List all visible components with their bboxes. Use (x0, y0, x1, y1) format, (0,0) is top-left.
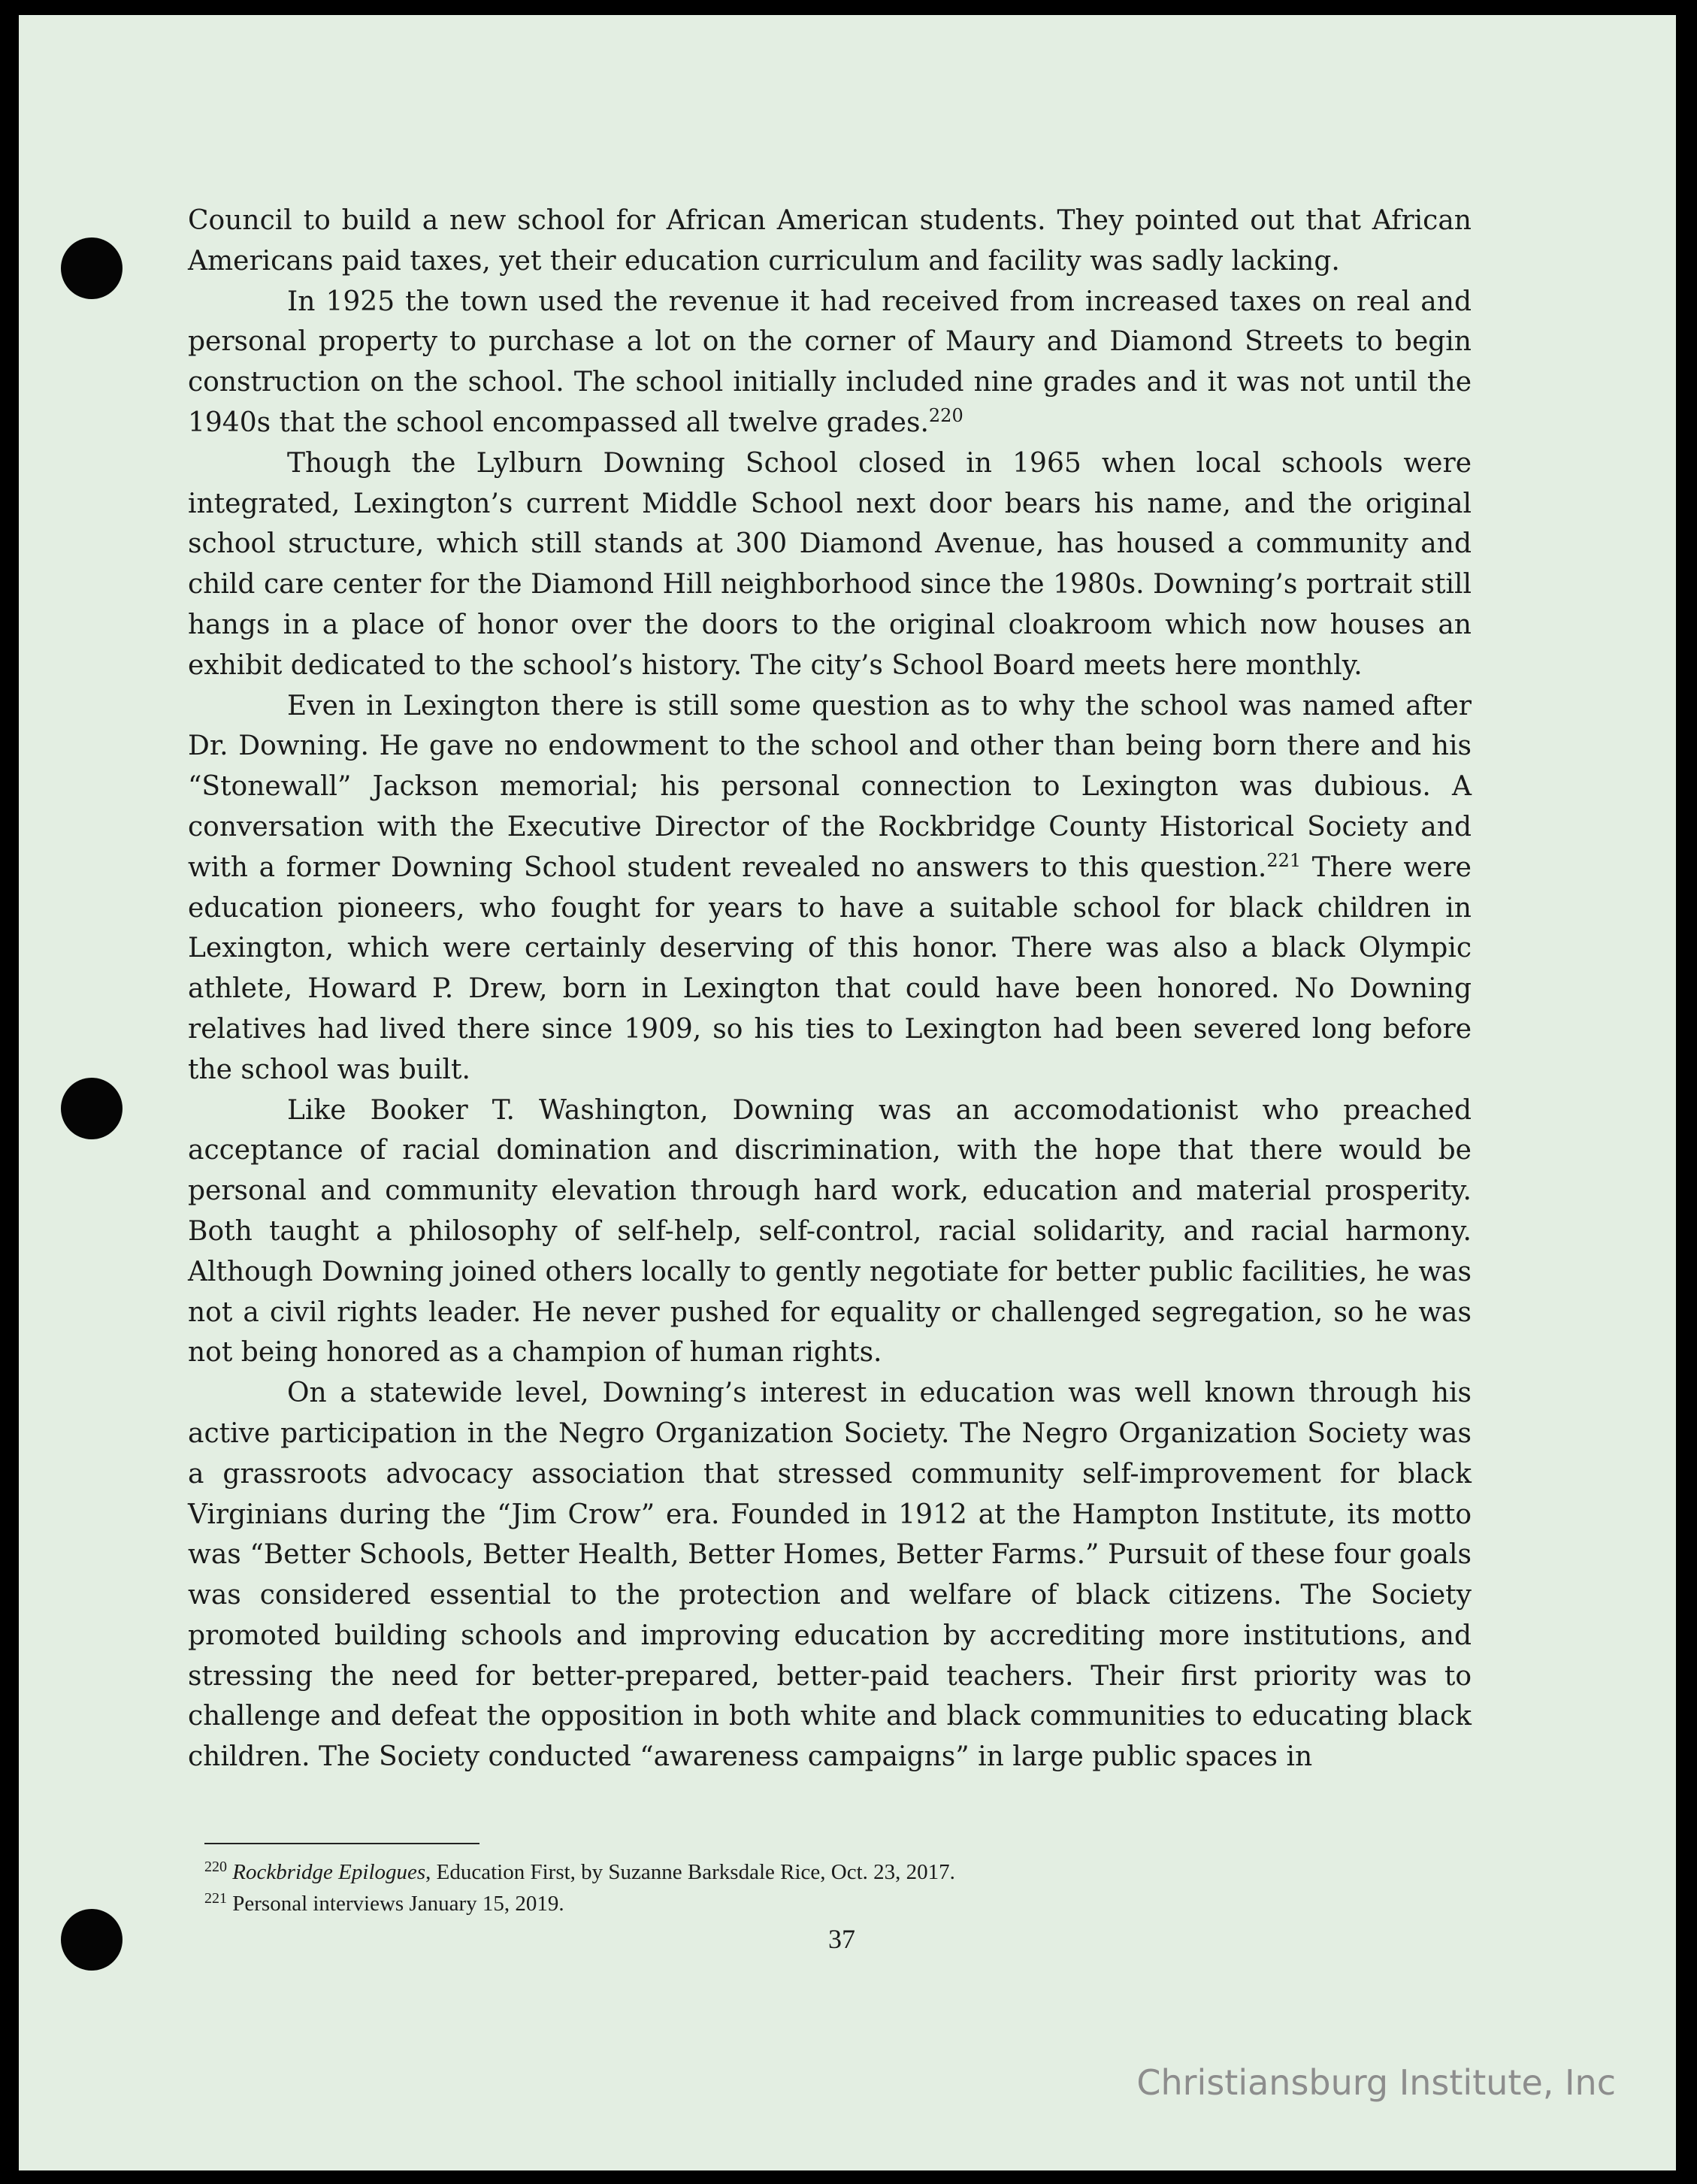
paragraph-text: Like Booker T. Washington, Downing was an accomodationist who preached acceptance of racial domination and discrimination, with the hope that there would be personal and community elevation through hard work, education and material prosperity. Both taught a philosophy of self-help, self-control, racial solidarity, and racial harmony. Although Downing joined others locally to gently negotiate for better public facilities, he was not a civil rights leader. He never pushed for equality or challenged segregation, so he was not being honored as a champion of human rights. (188, 1094, 1472, 1369)
page-number: 37 (828, 1924, 855, 1954)
footnote-number: 221 (204, 1890, 227, 1907)
footnote-220 (204, 1856, 1444, 1888)
footnote-text: , Education First, by Suzanne Barksdale Rice, Oct. 23, 2017. (425, 1860, 955, 1884)
paragraph-5 (188, 1090, 1472, 1374)
paragraph-3 (188, 443, 1472, 686)
body-text (188, 201, 1472, 1777)
paragraph-text: There were education pioneers, who fought for years to have a suitable school for black children in Lexington, which were certainly deserving of this honor. There was also a black Olympic athlete, Howard P. Drew, born in Lexington that could have been honored. No Downing relatives had lived there since 1909, so his ties to Lexington had been severed long before the school was built. (188, 852, 1472, 1085)
paragraph-2 (188, 282, 1472, 443)
watermark: Christiansburg Institute, Inc (1136, 2062, 1616, 2103)
footnote-ref-220: 220 (928, 404, 963, 426)
paragraph-text: On a statewide level, Downing’s interest in education was well known through his active participation in the Negro Organization Society. The Negro Organization Society was a grassroots advocacy association that stressed community self-improvement for black Virginians during the “Jim Crow” era. Founded in 1912 at the Hampton Institute, its motto was “Better Schools, Better Health, Better Homes, Better Farms.” Pursuit of these four goals was considered essential to the protection and welfare of black citizens. The Society promoted building schools and improving education by accrediting more institutions, and stressing the need for better-prepared, better-paid teachers. Their first priority was to challenge and defeat the opposition in both white and black communities to educating black children. The Society conducted “awareness campaigns” in large public spaces in (188, 1378, 1472, 1773)
footnote-divider (204, 1843, 479, 1844)
paragraph-4 (188, 686, 1472, 1090)
footnote-ref-221: 221 (1266, 849, 1302, 871)
paragraph-text: Though the Lylburn Downing School closed in 1965 when local schools were integrated, Lexington’s current Middle School next door bears his name, and the original school structure, which still stands at 300 Diamond Avenue, has housed a community and child care center for the Diamond Hill neighborhood since the 1980s. Downing’s portrait still hangs in a place of honor over the doors to the original cloakroom which now houses an exhibit dedicated to the school’s history. The city’s School Board meets here monthly. (188, 447, 1472, 681)
paragraph-text: In 1925 the town used the revenue it had received from increased taxes on real and personal property to purchase a lot on the corner of Maury and Diamond Streets to begin construction on the school. The school initially included nine grades and it was not until the 1940s that the school encompassed all twelve grades. (188, 286, 1472, 438)
paragraph-6 (188, 1373, 1472, 1777)
footnote-number: 220 (204, 1859, 227, 1875)
punch-hole-top (61, 237, 123, 299)
paragraph-text: Even in Lexington there is still some question as to why the school was named after Dr. Downing. He gave no endowment to the school and other than being born there and his “Stonewall” Jackson memorial; his personal connection to Lexington was dubious. A conversation with the Executive Director of the Rockbridge County Historical Society and with a former Downing School student revealed no answers to this question. (188, 690, 1472, 883)
footnote-source-title: Rockbridge Epilogues (232, 1860, 426, 1884)
paragraph-1 (188, 201, 1472, 282)
punch-hole-middle (61, 1078, 123, 1139)
footnotes (204, 1856, 1444, 1919)
footnote-text: Personal interviews January 15, 2019. (227, 1892, 564, 1916)
punch-hole-bottom (61, 1909, 123, 1971)
footnote-221 (204, 1888, 1444, 1919)
paragraph-text: Council to build a new school for African American students. They pointed out that African Americans paid taxes, yet their education curriculum and facility was sadly lacking. (188, 205, 1472, 277)
